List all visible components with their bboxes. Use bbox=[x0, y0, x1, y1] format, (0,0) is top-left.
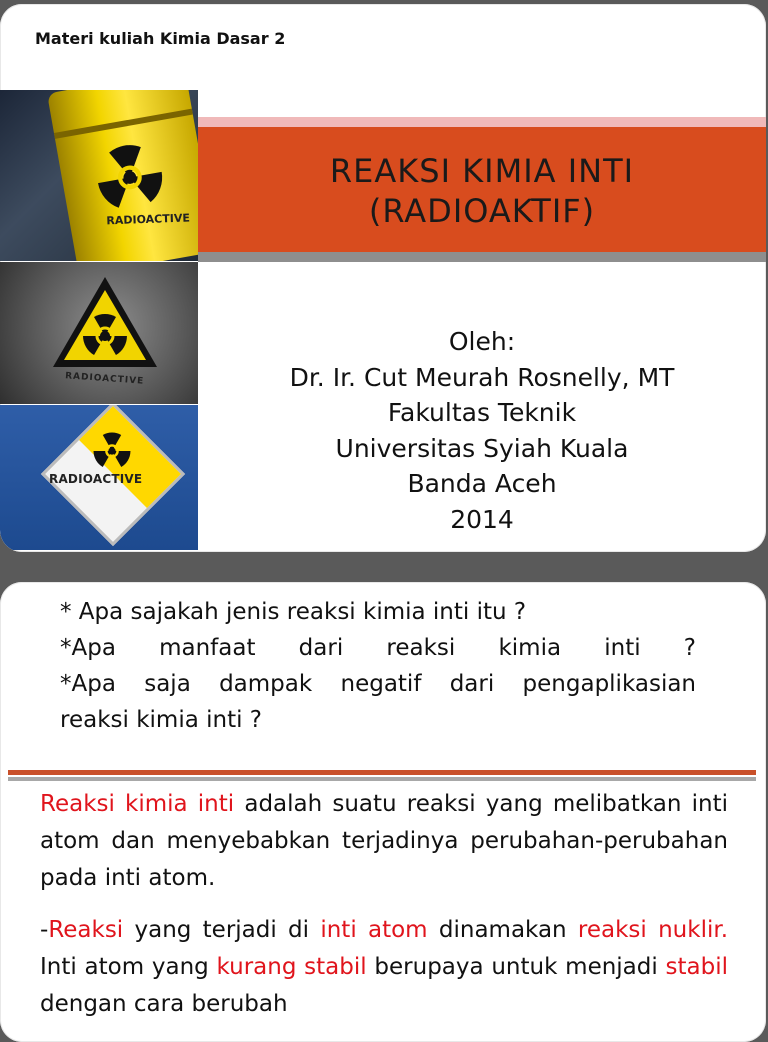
gray-accent-band bbox=[198, 252, 766, 262]
placard-label: RADIOACTIVE bbox=[49, 472, 143, 486]
highlight-term: reaksi nuklir. bbox=[577, 917, 729, 943]
slide-title: REAKSI KIMIA INTI (RADIOAKTIF) bbox=[329, 152, 635, 230]
barrel-label: RADIOACTIVE bbox=[106, 211, 191, 228]
city-name: Banda Aceh bbox=[407, 469, 557, 498]
university-name: Universitas Syiah Kuala bbox=[335, 433, 629, 463]
question-2: *Apa manfaat dari reaksi kimia inti ? bbox=[60, 635, 696, 661]
warning-label: RADIOACTIVE bbox=[64, 371, 145, 387]
highlight-term: Reaksi kimia inti bbox=[40, 791, 235, 817]
highlight-term: stabil bbox=[665, 954, 729, 980]
section-divider-shadow bbox=[8, 777, 756, 781]
radioactive-placard-image bbox=[0, 405, 198, 550]
radioactive-warning-image bbox=[0, 262, 198, 404]
explanation-paragraph: -Reaksi yang terjadi di inti atom dinamakan reaksi nuklir. Inti atom yang kurang stabil berupaya untuk menjadi stabil dengan cara berubah bbox=[40, 917, 729, 1017]
highlight-term: Reaksi bbox=[48, 917, 124, 943]
section-divider bbox=[8, 770, 756, 775]
question-list bbox=[60, 594, 696, 738]
content-slide bbox=[0, 582, 766, 1042]
question-3: *Apa saja dampak negatif dari pengaplikasian bbox=[60, 671, 696, 697]
radioactive-barrel-image bbox=[0, 90, 198, 261]
definition-paragraph: Reaksi kimia inti adalah suatu reaksi yang melibatkan inti atom dan menyebabkan terjadinya perubahan-perubahan pada inti atom. bbox=[40, 791, 729, 891]
highlight-term: inti atom bbox=[320, 917, 428, 943]
warning-triangle-icon bbox=[50, 274, 160, 370]
course-label: Materi kuliah Kimia Dasar 2 bbox=[35, 29, 286, 48]
pink-accent-band bbox=[198, 117, 766, 127]
barrel bbox=[47, 90, 198, 261]
question-3-cont: reaksi kimia inti ? bbox=[60, 707, 263, 733]
faculty-name: Fakultas Teknik bbox=[387, 398, 577, 427]
radiation-trefoil-icon bbox=[92, 431, 132, 471]
question-1: * Apa sajakah jenis reaksi kimia inti itu ? bbox=[60, 599, 527, 625]
highlight-term: kurang stabil bbox=[216, 954, 367, 980]
author-block bbox=[198, 324, 766, 537]
radiation-trefoil-icon bbox=[89, 137, 170, 218]
title-slide bbox=[0, 4, 766, 552]
year: 2014 bbox=[450, 504, 514, 534]
title-band bbox=[198, 127, 766, 252]
author-name: Dr. Ir. Cut Meurah Rosnelly, MT bbox=[289, 362, 675, 392]
oleh-label: Oleh: bbox=[448, 327, 516, 356]
